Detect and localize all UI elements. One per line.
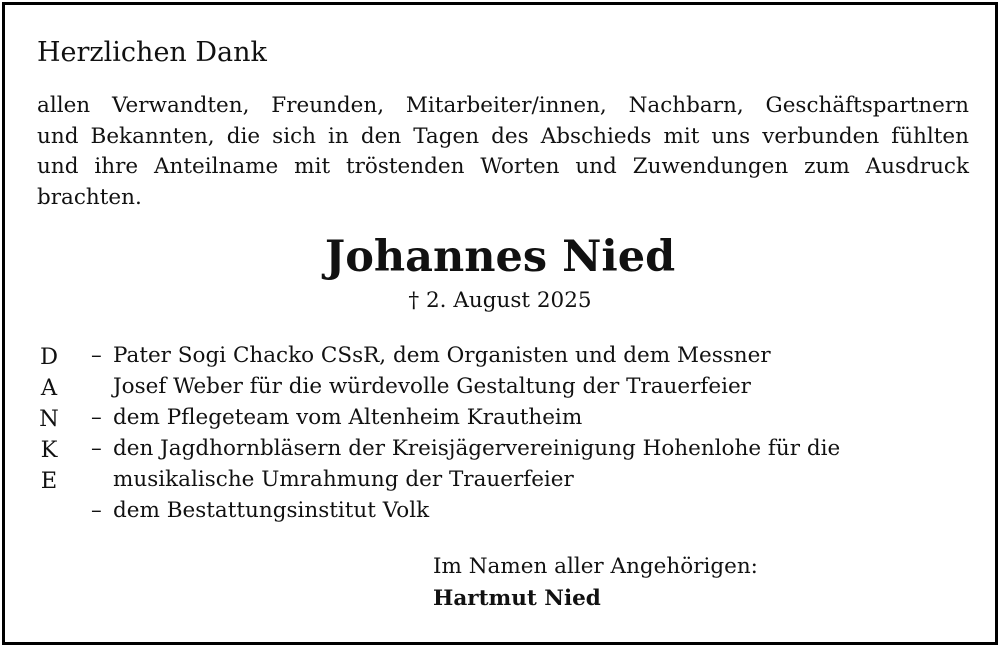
thanks-dash: – [91, 405, 102, 430]
danke-letter: N [39, 406, 59, 432]
thanks-line: dem Bestattungsinstitut Volk [113, 498, 430, 523]
thanks-item [91, 495, 840, 526]
notice-heading: Herzlichen Dank [37, 37, 267, 68]
thanks-line: den Jagdhornbläsern der Kreisjägervereinigung Hohenlohe für die [113, 436, 841, 461]
intro-paragraph [37, 91, 969, 213]
thanks-line: Josef Weber für die würdevolle Gestaltung der Trauerfeier [113, 374, 751, 399]
danke-letter: A [40, 375, 58, 401]
deceased-name: Johannes Nied [324, 232, 676, 282]
intro-line: brachten. [37, 184, 142, 210]
signature-block [433, 551, 758, 615]
intro-line: allen Verwandten, Freunden, Mitarbeiter/innen, Nachbarn, Geschäftspartnern [37, 93, 969, 118]
thanks-item [91, 402, 840, 433]
thanks-line: musikalische Umrahmung der Trauerfeier [113, 467, 574, 492]
danke-letter: K [40, 437, 58, 463]
thanks-dash: – [91, 343, 102, 368]
signature-intro: Im Namen aller Angehörigen: [433, 554, 758, 579]
thanks-item [91, 340, 840, 402]
thanks-line: dem Pflegeteam vom Altenheim Krautheim [113, 405, 583, 430]
intro-line: und Bekannten, die sich in den Tagen des Abschieds mit uns verbunden fühlten [37, 123, 969, 149]
danke-letter: D [39, 344, 59, 370]
danke-letter: E [40, 468, 58, 494]
thanks-line: Pater Sogi Chacko CSsR, dem Organisten und dem Messner [113, 343, 771, 368]
signer-name: Hartmut Nied [433, 586, 601, 611]
thanks-dash: – [91, 436, 102, 461]
danke-vertical-word [37, 342, 61, 497]
obituary-notice [2, 2, 998, 645]
thanks-list [91, 340, 840, 526]
thanks-item [91, 433, 840, 495]
death-date: † 2. August 2025 [408, 288, 592, 313]
thanks-dash: – [91, 498, 102, 523]
intro-line: und ihre Anteilname mit tröstenden Worten und Zuwendungen zum Ausdruck [37, 154, 969, 179]
